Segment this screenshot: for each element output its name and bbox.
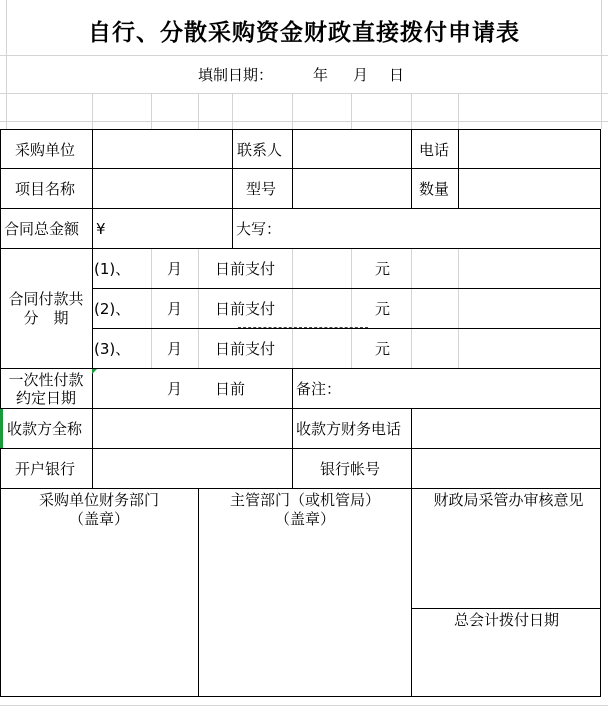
installment-3-num: (3)、 bbox=[94, 340, 131, 358]
treasury-date-label: 总会计拨付日期 bbox=[453, 611, 559, 629]
cell-comment-marker-icon bbox=[92, 369, 97, 374]
installment-3-yuan: 元 bbox=[375, 340, 391, 358]
payee-finance-phone-label: 收款方财务电话 bbox=[296, 420, 402, 438]
phone-label: 电话 bbox=[419, 141, 450, 159]
model-field[interactable] bbox=[293, 169, 411, 208]
installment-label-line2: 分 期 bbox=[23, 309, 69, 327]
installment-2-yuan: 元 bbox=[375, 300, 391, 318]
installment-1-suffix: 日前支付 bbox=[215, 260, 276, 278]
amount-uppercase-label: 大写： bbox=[236, 220, 282, 238]
purchaser-unit-label: 采购单位 bbox=[15, 141, 76, 159]
installment-1-yuan: 元 bbox=[375, 260, 391, 278]
contact-person-field[interactable] bbox=[293, 130, 411, 168]
project-name-field[interactable] bbox=[93, 169, 232, 208]
authority-label: 主管部门（或机管局） bbox=[229, 491, 380, 509]
installment-2-num: (2)、 bbox=[94, 300, 131, 318]
installment-2-suffix: 日前支付 bbox=[215, 300, 276, 318]
lump-sum-label-line2: 约定日期 bbox=[15, 389, 76, 407]
installment-2-month: 月 bbox=[167, 300, 183, 318]
finance-dept-stamp-label: （盖章） bbox=[68, 510, 129, 528]
finance-dept-label: 采购单位财务部门 bbox=[38, 491, 159, 509]
bureau-opinion-label: 财政局采管办审核意见 bbox=[433, 491, 584, 509]
model-label: 型号 bbox=[246, 180, 277, 198]
phone-field[interactable] bbox=[459, 130, 600, 168]
payee-name-label: 收款方全称 bbox=[7, 420, 83, 438]
selection-marquee bbox=[238, 327, 368, 328]
purchaser-unit-field[interactable] bbox=[93, 130, 232, 168]
authority-stamp-label: （盖章） bbox=[274, 510, 335, 528]
lump-sum-day-before: 日前 bbox=[215, 380, 246, 398]
quantity-field[interactable] bbox=[459, 169, 600, 208]
bank-account-field[interactable] bbox=[412, 449, 600, 488]
remark-label: 备注： bbox=[296, 380, 342, 398]
fill-date-year: 年 bbox=[313, 66, 329, 84]
bank-field[interactable] bbox=[93, 449, 292, 488]
installment-3-suffix: 日前支付 bbox=[215, 340, 276, 358]
quantity-label: 数量 bbox=[419, 180, 450, 198]
contract-total-label: 合同总金额 bbox=[4, 220, 80, 238]
page-title: 自行、分散采购资金财政直接拨付申请表 bbox=[88, 20, 520, 46]
contact-person-label: 联系人 bbox=[237, 141, 283, 159]
fill-date-label: 填制日期： bbox=[198, 66, 274, 84]
bank-label: 开户银行 bbox=[15, 460, 76, 478]
fill-date-month: 月 bbox=[353, 66, 369, 84]
payee-finance-phone-field[interactable] bbox=[412, 409, 600, 448]
payee-name-field[interactable] bbox=[93, 409, 292, 448]
project-name-label: 项目名称 bbox=[15, 180, 76, 198]
lump-sum-month: 月 bbox=[167, 380, 183, 398]
installment-label-line1: 合同付款共 bbox=[8, 290, 84, 308]
installment-1-num: (1)、 bbox=[94, 260, 131, 278]
yen-sign: ¥ bbox=[96, 220, 106, 238]
installment-1-month: 月 bbox=[167, 260, 183, 278]
installment-3-month: 月 bbox=[167, 340, 183, 358]
row-selection-indicator bbox=[0, 409, 3, 448]
lump-sum-label-line1: 一次性付款 bbox=[8, 371, 84, 389]
fill-date-day: 日 bbox=[389, 66, 405, 84]
bank-account-label: 银行帐号 bbox=[320, 460, 381, 478]
